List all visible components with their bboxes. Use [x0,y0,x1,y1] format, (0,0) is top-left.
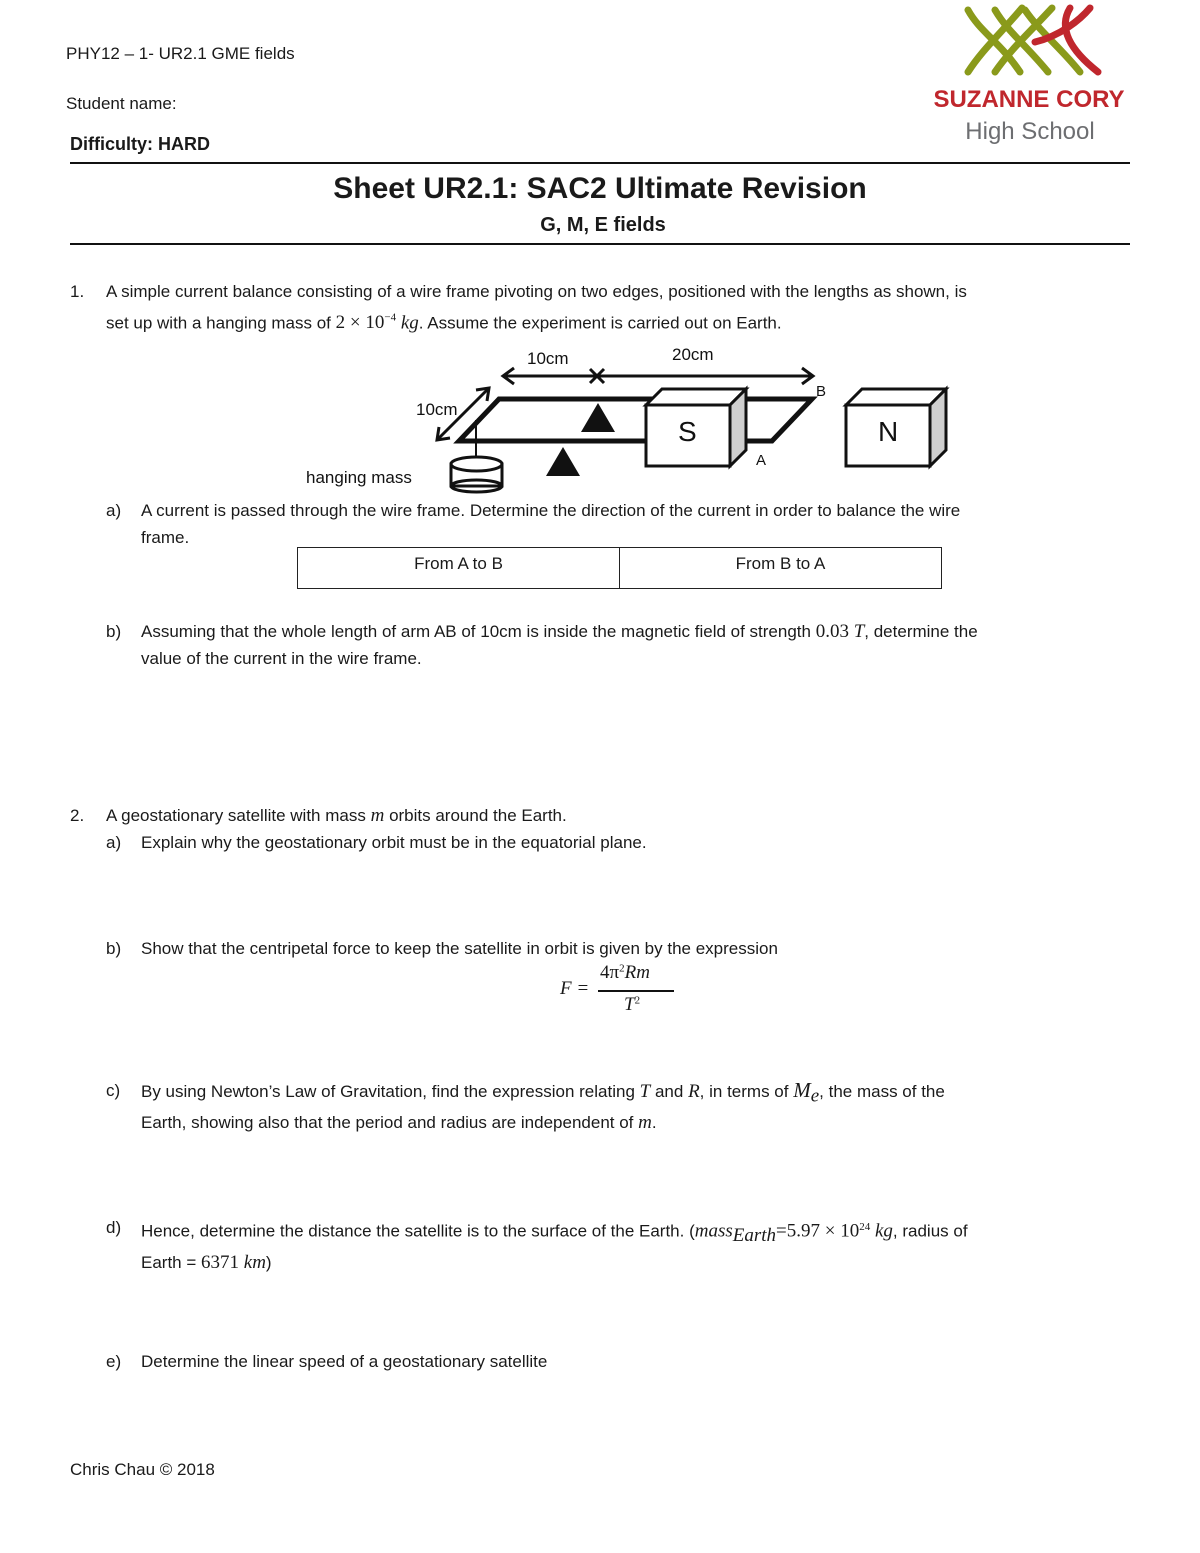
option-a-to-b[interactable]: From A to B [298,548,620,589]
field-unit: T [853,621,865,642]
student-name-label: Student name: [66,94,177,113]
page-title: Sheet UR2.1: SAC2 Ultimate Revision [333,172,867,205]
answer-options-table [297,547,942,589]
label-magnet-n: N [878,416,899,447]
question-line: A simple current balance consisting of a wire frame pivoting on two edges, positioned with the lengths as shown, is [106,282,967,301]
dimension-arrow-top [503,368,813,384]
mass-unit: kg [400,312,419,334]
question-line: By using Newton’s Law of Gravitation, find the expression relating T and R, in terms of $M_e$, the mass of the [141,1078,945,1107]
school-name-line2: High School [965,118,1095,145]
question-line: A current is passed through the wire frame. Determine the direction of the current in order to balance the wire [141,501,961,520]
label-point-b: B [816,383,827,400]
mass-symbol: m [370,805,385,826]
part-label: e) [106,1352,122,1371]
question-number: 1. [70,282,85,301]
part-label: d) [106,1218,122,1237]
question-number: 2. [70,806,85,825]
question-line: Determine the linear speed of a geostationary satellite [141,1352,548,1371]
question-text [106,278,1130,336]
centripetal-force-formula: F = $4\pi^2Rm$ $T^2$ [560,962,690,1022]
question-line: Earth, showing also that the period and radius are independent of m. [141,1112,657,1134]
question-line: Explain why the geostationary orbit must be in the equatorial plane. [141,833,647,852]
formula-denominator: $T^2$ [624,994,641,1015]
page-subtitle: G, M, E fields [540,214,666,236]
course-code: PHY12 – 1- UR2.1 GME fields [66,44,295,63]
label-hanging-mass: hanging mass [306,468,412,487]
part-label: a) [106,833,122,852]
header-divider [70,162,1130,164]
question-line: Hence, determine the distance the satellite is to the surface of the Earth. (mass$_{Earth}$=5.97 × $10^{24}$ kg, radius of [141,1220,968,1247]
part-label: b) [106,939,122,958]
part-label: c) [106,1081,121,1100]
label-10cm-side: 10cm [416,400,458,419]
question-line: Earth = 6371 km) [141,1252,272,1274]
formula-numerator: $4\pi^2Rm$ [600,962,650,983]
part-label: a) [106,501,122,520]
title-divider [70,243,1130,245]
school-name-line1: SUZANNE CORY [933,86,1125,113]
question-line: value of the current in the wire frame. [141,649,422,668]
label-10cm-top: 10cm [527,349,569,368]
wire-frame [459,399,812,441]
question-line: frame. [141,528,190,547]
mass-value: $2 \times 10^{-4}$ [335,312,397,334]
fraction-bar [598,990,674,992]
school-logo [930,2,1130,152]
difficulty-label: Difficulty: HARD [70,134,210,154]
pivot-front-icon [546,447,580,476]
label-magnet-s: S [678,416,697,447]
school-logo-mark-icon [930,2,1130,80]
option-b-to-a[interactable]: From B to A [620,548,942,589]
pivot-back-icon [581,403,615,432]
label-point-a: A [756,452,767,469]
question-line: Assuming that the whole length of arm AB of 10cm is inside the magnetic field of strength 0.03 T, determine the [141,621,978,642]
hanging-mass-icon [451,457,502,492]
part-label: b) [106,622,122,641]
question-line: set up with a hanging mass of $2 \times 10^{-4}$ kg. Assume the experiment is carried out on Earth. [106,312,782,334]
field-value: 0.03 [815,621,849,642]
label-20cm: 20cm [672,345,714,364]
current-balance-diagram [0,335,1200,495]
footer-copyright: Chris Chau © 2018 [70,1460,215,1479]
question-line: Show that the centripetal force to keep the satellite in orbit is given by the expression [141,939,778,958]
